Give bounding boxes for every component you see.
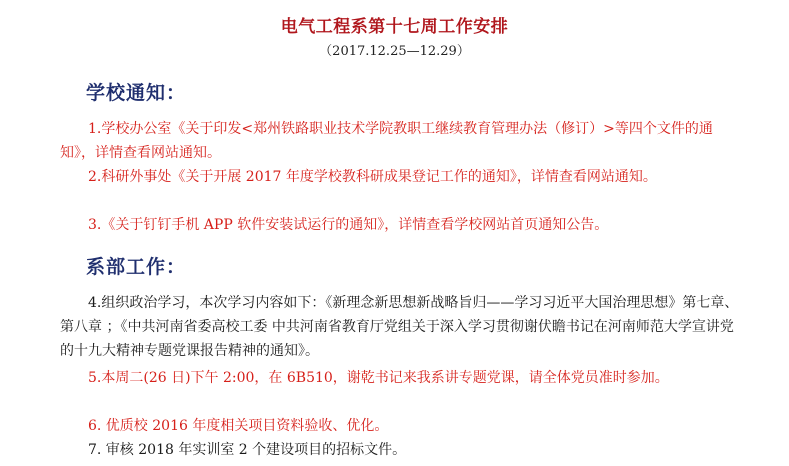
page-title: 电气工程系第十七周工作安排 (280, 17, 509, 37)
work-item-7: 7. 审核 2018 年实训室 2 个建设项目的招标文件。 (88, 442, 407, 458)
department-work-heading: 系部工作： (86, 256, 187, 278)
notice-item-2: 2.科研外事处《关于开展 2017 年度学校教科研成果登记工作的通知》，详情查看网站通知。 (88, 169, 657, 185)
work-item-5: 5.本周二(26 日)下午 2:00，在 6B510，谢乾书记来我系讲专题党课，请全体党员准时参加。 (88, 370, 669, 386)
notice-item-3: 3.《关于钉钉手机 APP 软件安装试运行的通知》，详情查看学校网站首页通知公告。 (88, 217, 609, 233)
school-notice-heading: 学校通知： (86, 82, 187, 104)
notice-item-1: 1.学校办公室《关于印发<郑州铁路职业技术学院教职工继续教育管理办法（修订）>等四个文件的通知》，详情查看网站通知。 (60, 121, 713, 161)
work-item-4: 4.组织政治学习，本次学习内容如下：《新理念新思想新战略旨归——学习习近平大国治理思想》第七章、第八章 ；《中共河南省委高校工委 中共河南省教育厅党组关于深入学习贯彻谢伏瞻书记在河南师范大学宣讲党的十九大精神专题党课报告精神的通知》。 (60, 295, 739, 359)
work-item-6: 6. 优质校 2016 年度相关项目资料验收、优化。 (88, 418, 389, 434)
date-range: （2017.12.25—12.29） (319, 44, 470, 59)
